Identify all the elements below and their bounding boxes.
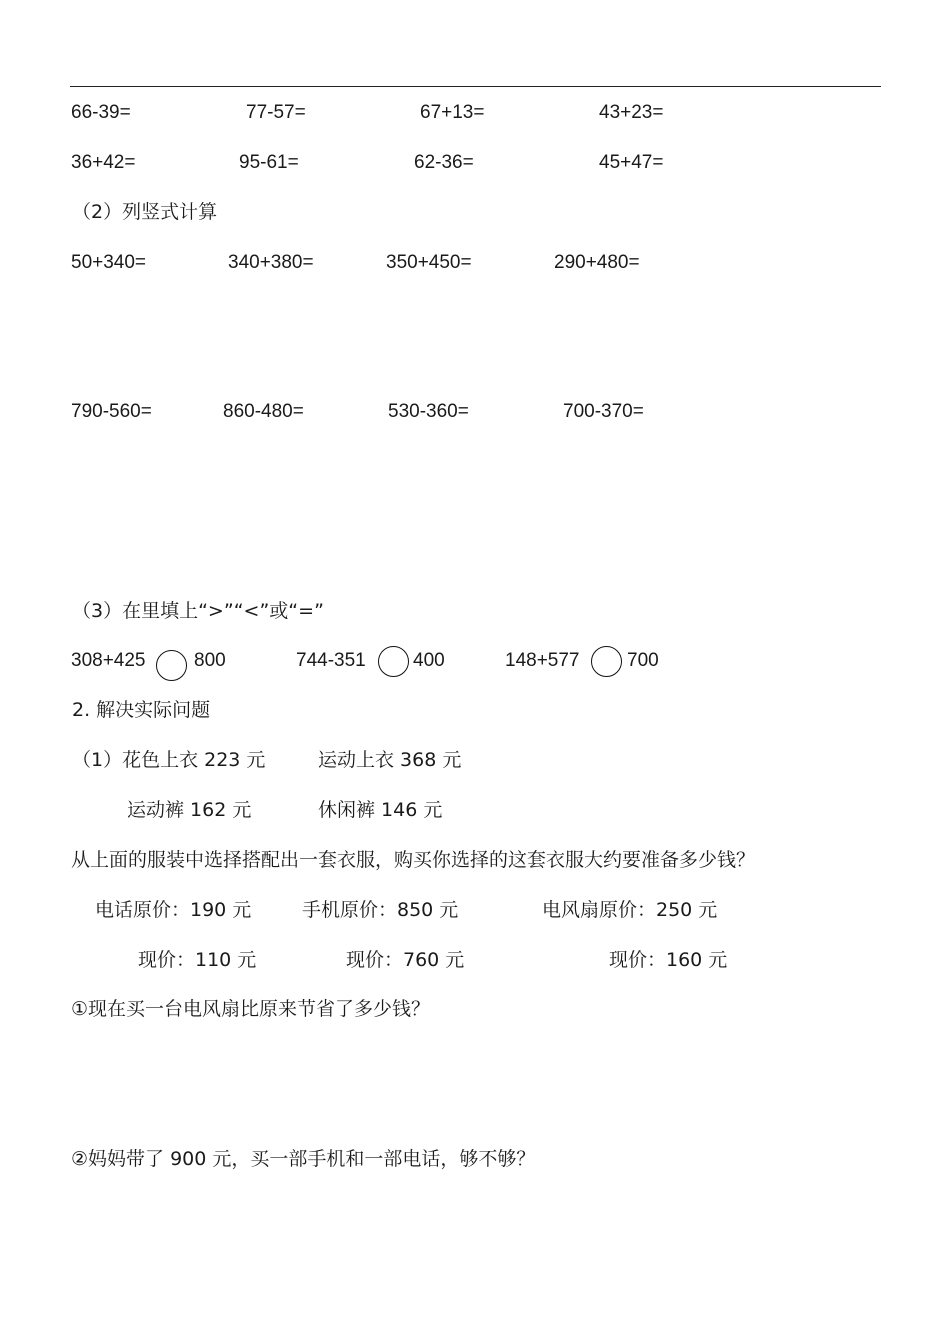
vertical-calc-problem: 50+340= — [71, 252, 147, 273]
oral-problem: 43+23= — [599, 102, 664, 123]
clothing-price: 运动裤 162 元 — [127, 799, 252, 821]
compare-right: 800 — [194, 650, 226, 671]
oral-problem: 45+47= — [599, 152, 664, 173]
oral-problem: 36+42= — [71, 152, 136, 173]
oral-problem: 62-36= — [414, 152, 474, 173]
original-price: 电风扇原价：250 元 — [542, 899, 718, 921]
compare-right: 700 — [627, 650, 659, 671]
sub-question-1: ①现在买一台电风扇比原来节省了多少钱？ — [71, 998, 431, 1020]
vertical-calc-problem: 340+380= — [228, 252, 314, 273]
compare-left: 148+577 — [505, 650, 580, 671]
vertical-calc-problem: 700-370= — [563, 401, 644, 422]
oral-problem: 95-61= — [239, 152, 299, 173]
clothing-price: （1）花色上衣 223 元 — [72, 749, 266, 771]
oral-problem: 66-39= — [71, 102, 131, 123]
vertical-calc-problem: 290+480= — [554, 252, 640, 273]
clothing-price: 休闲裤 146 元 — [318, 799, 443, 821]
compare-left: 744-351 — [296, 650, 366, 671]
vertical-calc-problem: 350+450= — [386, 252, 472, 273]
compare-right: 400 — [413, 650, 445, 671]
oral-problem: 67+13= — [420, 102, 485, 123]
original-price: 手机原价：850 元 — [302, 899, 459, 921]
compare-blank-circle[interactable] — [156, 650, 187, 681]
section-3-title: （3）在里填上“>”“<”或“=” — [72, 600, 324, 622]
current-price: 现价：160 元 — [609, 949, 728, 971]
header-rule — [70, 86, 881, 87]
oral-problem: 77-57= — [246, 102, 306, 123]
section-problems-title: 2. 解决实际问题 — [72, 699, 211, 721]
vertical-calc-problem: 790-560= — [71, 401, 152, 422]
sub-question-2: ②妈妈带了 900 元，买一部手机和一部电话，够不够？ — [71, 1148, 536, 1170]
current-price: 现价：760 元 — [346, 949, 465, 971]
vertical-calc-problem: 860-480= — [223, 401, 304, 422]
clothing-price: 运动上衣 368 元 — [318, 749, 462, 771]
compare-left: 308+425 — [71, 650, 146, 671]
current-price: 现价：110 元 — [138, 949, 257, 971]
vertical-calc-problem: 530-360= — [388, 401, 469, 422]
original-price: 电话原价：190 元 — [95, 899, 252, 921]
compare-blank-circle[interactable] — [378, 646, 409, 677]
problem-question: 从上面的服装中选择搭配出一套衣服，购买你选择的这套衣服大约要准备多少钱？ — [71, 849, 756, 871]
section-2-title: （2）列竖式计算 — [72, 201, 218, 223]
compare-blank-circle[interactable] — [591, 646, 622, 677]
